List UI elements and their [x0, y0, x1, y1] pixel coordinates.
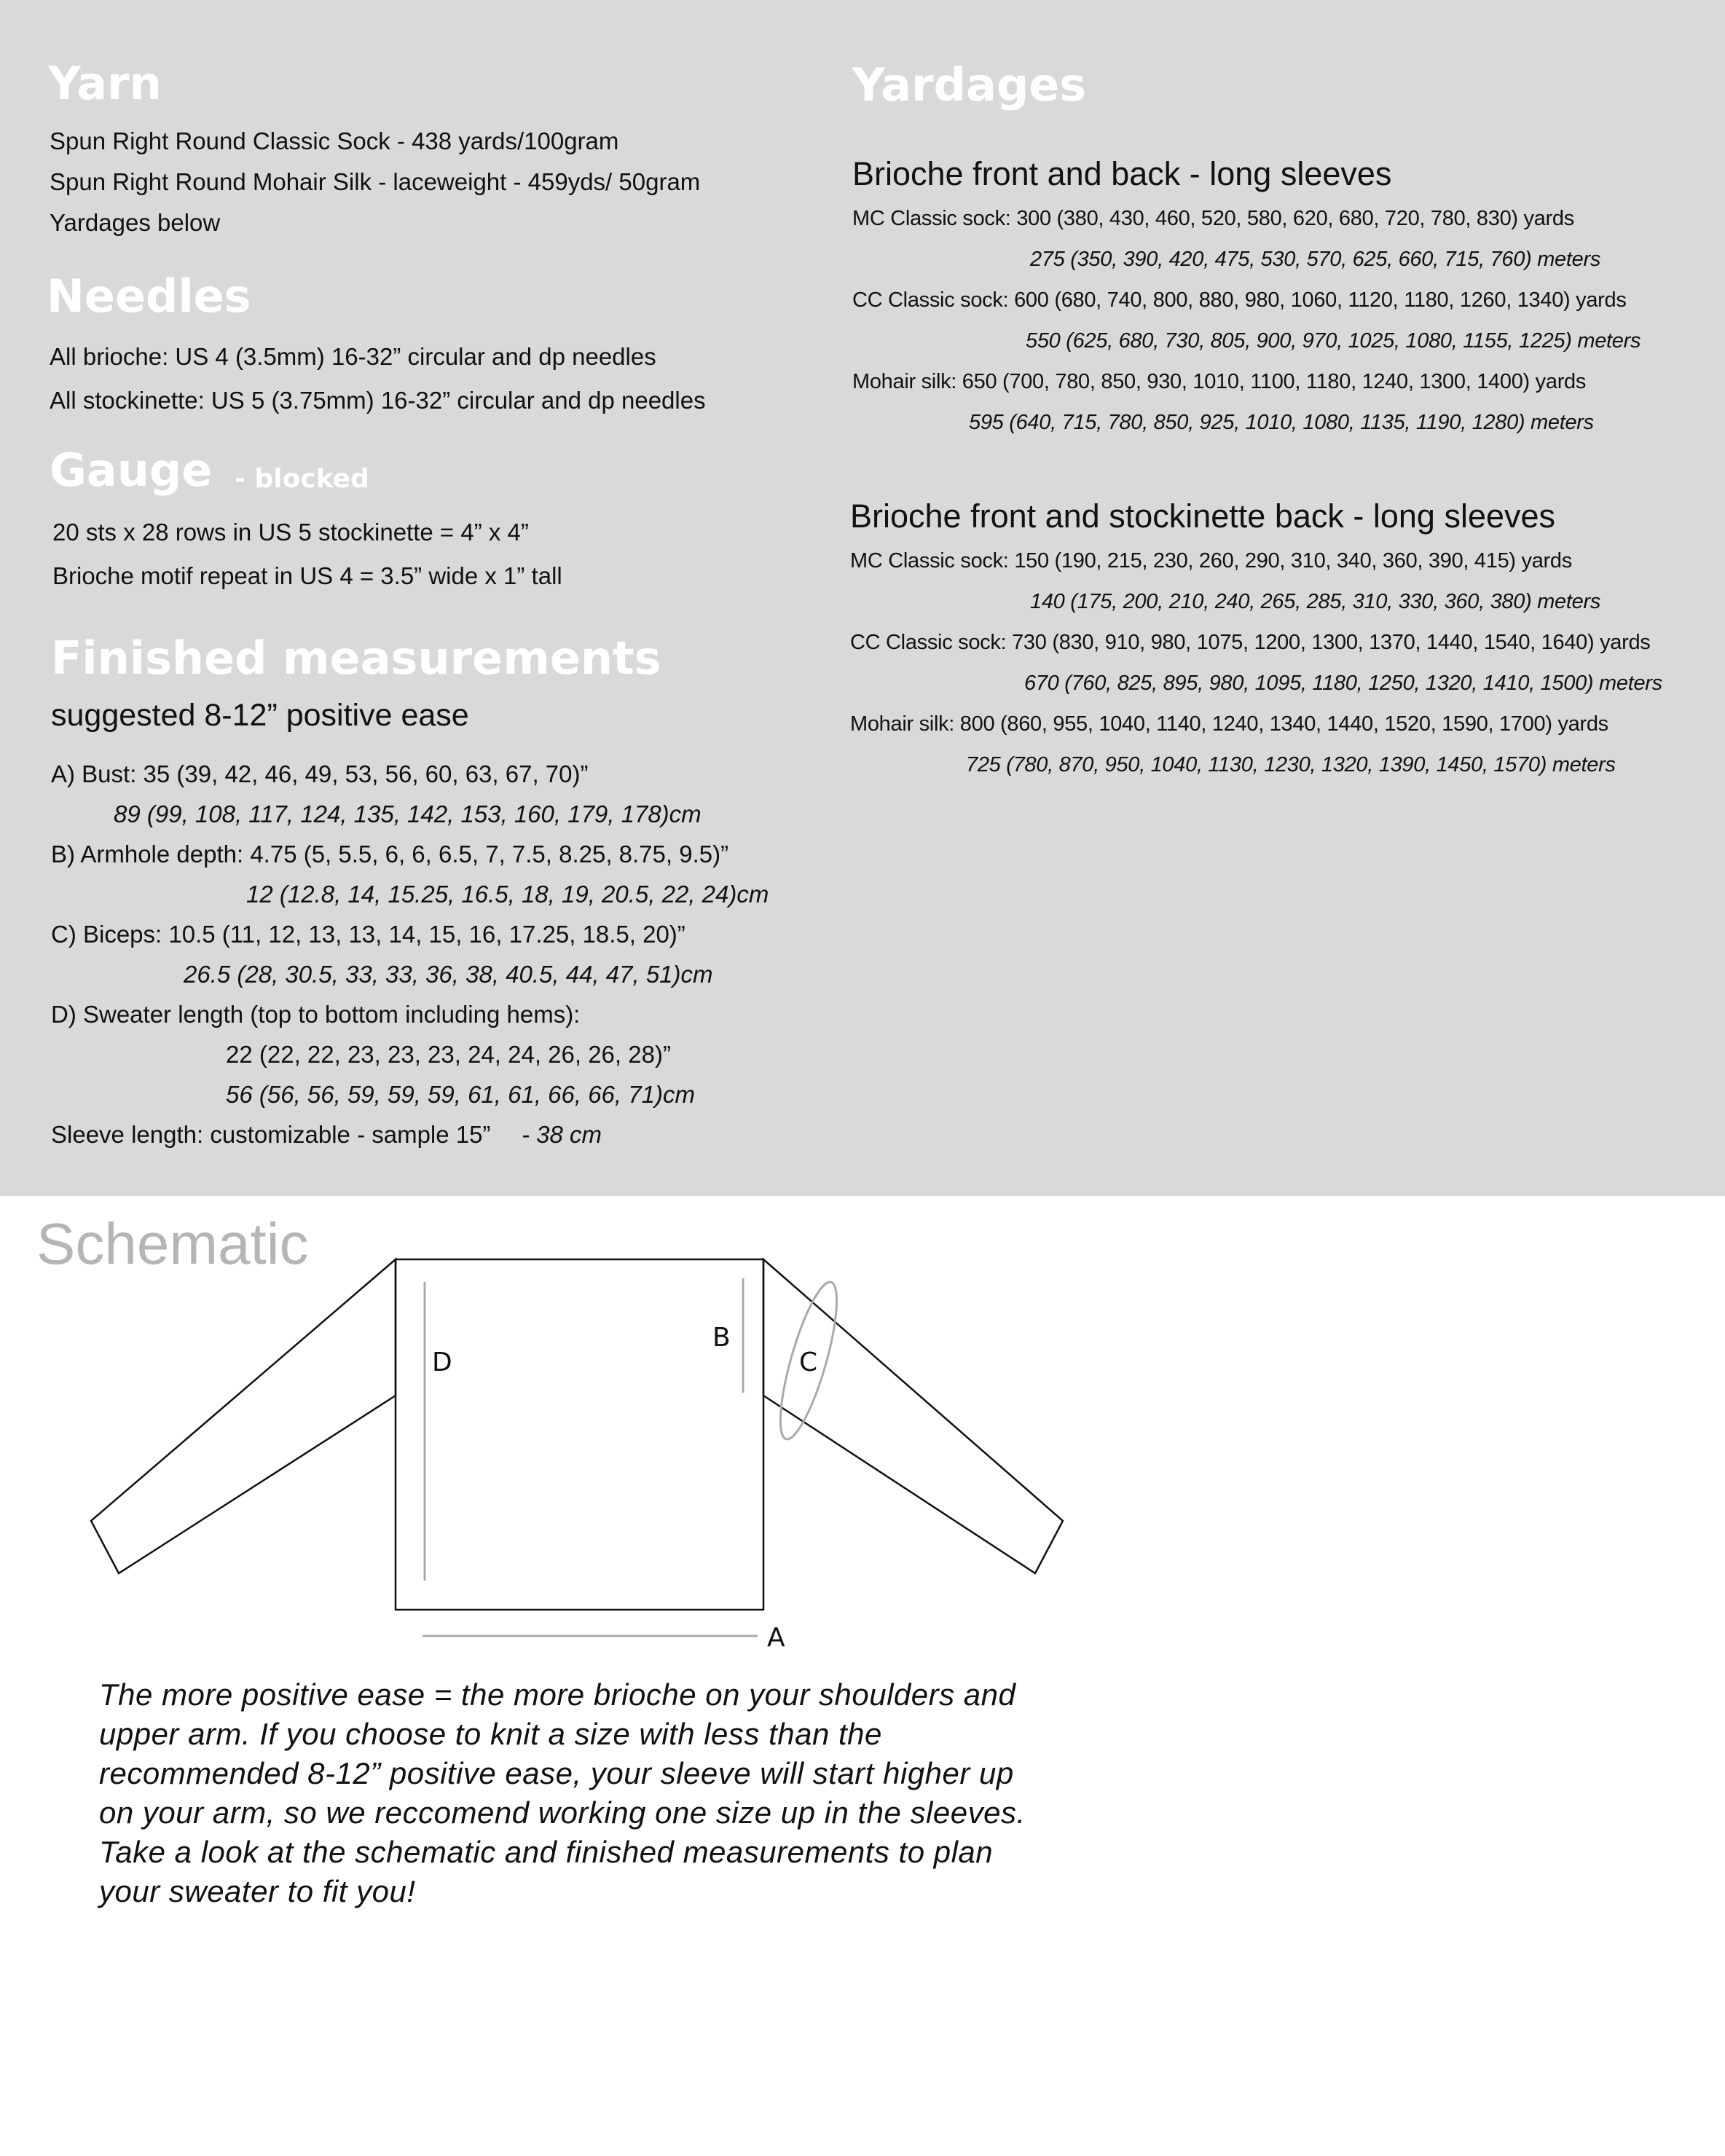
label-d: D — [432, 1348, 452, 1377]
length-measure-in: 22 (22, 22, 23, 23, 23, 24, 24, 26, 26, 28)” — [226, 1041, 671, 1068]
label-c: C — [799, 1348, 818, 1377]
schematic-title: Schematic — [36, 1211, 309, 1276]
length-measure-cm: 56 (56, 56, 59, 59, 59, 61, 61, 66, 66, 71)cm — [226, 1081, 695, 1108]
length-measure: D) Sweater length (top to bottom including hems): — [51, 1001, 581, 1028]
biceps-measure: C) Biceps: 10.5 (11, 12, 13, 13, 14, 15, 16, 17.25, 18.5, 20)” — [51, 921, 685, 948]
ease-subheading: suggested 8-12” positive ease — [51, 698, 469, 733]
yarn-heading: Yarn — [48, 57, 162, 110]
needles-line: All brioche: US 4 (3.5mm) 16-32” circular and dp needles — [50, 343, 656, 370]
note-line: on your arm, so we reccomend working one size up in the sleeves. — [99, 1795, 1026, 1830]
yardage-meters: 140 (175, 200, 210, 240, 265, 285, 310, 330, 360, 380) meters — [1030, 590, 1601, 613]
bust-measure-cm: 89 (99, 108, 117, 124, 135, 142, 153, 160, 179, 178)cm — [114, 800, 702, 827]
gauge-line: Brioche motif repeat in US 4 = 3.5” wide x 1” tall — [52, 562, 562, 589]
needles-line: All stockinette: US 5 (3.75mm) 16-32” circular and dp needles — [50, 387, 706, 414]
yardage-line: MC Classic sock: 300 (380, 430, 460, 520, 580, 620, 680, 720, 780, 830) yards — [852, 207, 1574, 230]
yardage-section-title: Brioche front and stockinette back - long sleeves — [850, 497, 1556, 535]
yardage-section-title: Brioche front and back - long sleeves — [852, 155, 1392, 192]
sweater-body — [396, 1259, 763, 1610]
gauge-heading: Gauge — [50, 444, 213, 497]
yardage-meters: 275 (350, 390, 420, 475, 530, 570, 625, 660, 715, 760) meters — [1030, 248, 1601, 271]
note-line: The more positive ease = the more brioche on your shoulders and — [99, 1677, 1016, 1712]
sleeve-length-cm: - 38 cm — [522, 1121, 602, 1148]
note-line: upper arm. If you choose to knit a size with less than the — [99, 1717, 882, 1751]
gauge-subheading: - blocked — [235, 464, 369, 494]
note-line: Take a look at the schematic and finished measurements to plan — [99, 1835, 994, 1869]
yardages-heading: Yardages — [852, 58, 1087, 111]
yardage-line: CC Classic sock: 600 (680, 740, 800, 880, 980, 1060, 1120, 1180, 1260, 1340) yards — [852, 288, 1627, 312]
needles-heading: Needles — [47, 270, 251, 323]
label-a: A — [767, 1623, 785, 1653]
yardage-line: MC Classic sock: 150 (190, 215, 230, 260, 290, 310, 340, 360, 390, 415) yards — [850, 549, 1572, 573]
yardage-meters: 595 (640, 715, 780, 850, 925, 1010, 1080, 1135, 1190, 1280) meters — [969, 411, 1594, 434]
sleeve-length: Sleeve length: customizable - sample 15” — [51, 1121, 491, 1148]
yarn-line: Yardages below — [50, 209, 221, 236]
yardage-meters: 725 (780, 870, 950, 1040, 1130, 1230, 1320, 1390, 1450, 1570) meters — [966, 753, 1616, 776]
left-sleeve — [91, 1259, 396, 1573]
label-b: B — [712, 1323, 731, 1353]
yardage-meters: 550 (625, 680, 730, 805, 900, 970, 1025, 1080, 1155, 1225) meters — [1026, 329, 1641, 353]
right-sleeve — [763, 1259, 1063, 1573]
note-line: recommended 8-12” positive ease, your sleeve will start higher up — [99, 1756, 1014, 1790]
armhole-measure-cm: 12 (12.8, 14, 15.25, 16.5, 18, 19, 20.5, 22, 24)cm — [246, 881, 769, 908]
yardage-line: Mohair silk: 800 (860, 955, 1040, 1140, 1240, 1340, 1440, 1520, 1590, 1700) yards — [850, 712, 1608, 736]
yarn-line: Spun Right Round Mohair Silk - laceweight - 459yds/ 50gram — [50, 168, 701, 195]
biceps-measure-cm: 26.5 (28, 30.5, 33, 33, 36, 38, 40.5, 44, 47, 51)cm — [184, 961, 713, 988]
finished-heading: Finished measurements — [51, 632, 661, 685]
note-line: your sweater to fit you! — [99, 1874, 416, 1908]
yarn-line: Spun Right Round Classic Sock - 438 yards/100gram — [50, 127, 619, 154]
yardage-meters: 670 (760, 825, 895, 980, 1095, 1180, 1250, 1320, 1410, 1500) meters — [1024, 672, 1662, 695]
bust-measure: A) Bust: 35 (39, 42, 46, 49, 53, 56, 60, 63, 67, 70)” — [51, 760, 589, 787]
yardage-line: Mohair silk: 650 (700, 780, 850, 930, 1010, 1100, 1180, 1240, 1300, 1400) yards — [852, 370, 1587, 393]
gauge-line: 20 sts x 28 rows in US 5 stockinette = 4” x 4” — [52, 519, 529, 546]
yardage-line: CC Classic sock: 730 (830, 910, 980, 1075, 1200, 1300, 1370, 1440, 1540, 1640) yards — [850, 631, 1651, 654]
armhole-measure: B) Armhole depth: 4.75 (5, 5.5, 6, 6, 6.5, 7, 7.5, 8.25, 8.75, 9.5)” — [51, 841, 729, 867]
sweater-schematic — [0, 1196, 1166, 1669]
ease-note — [99, 1675, 1119, 1911]
